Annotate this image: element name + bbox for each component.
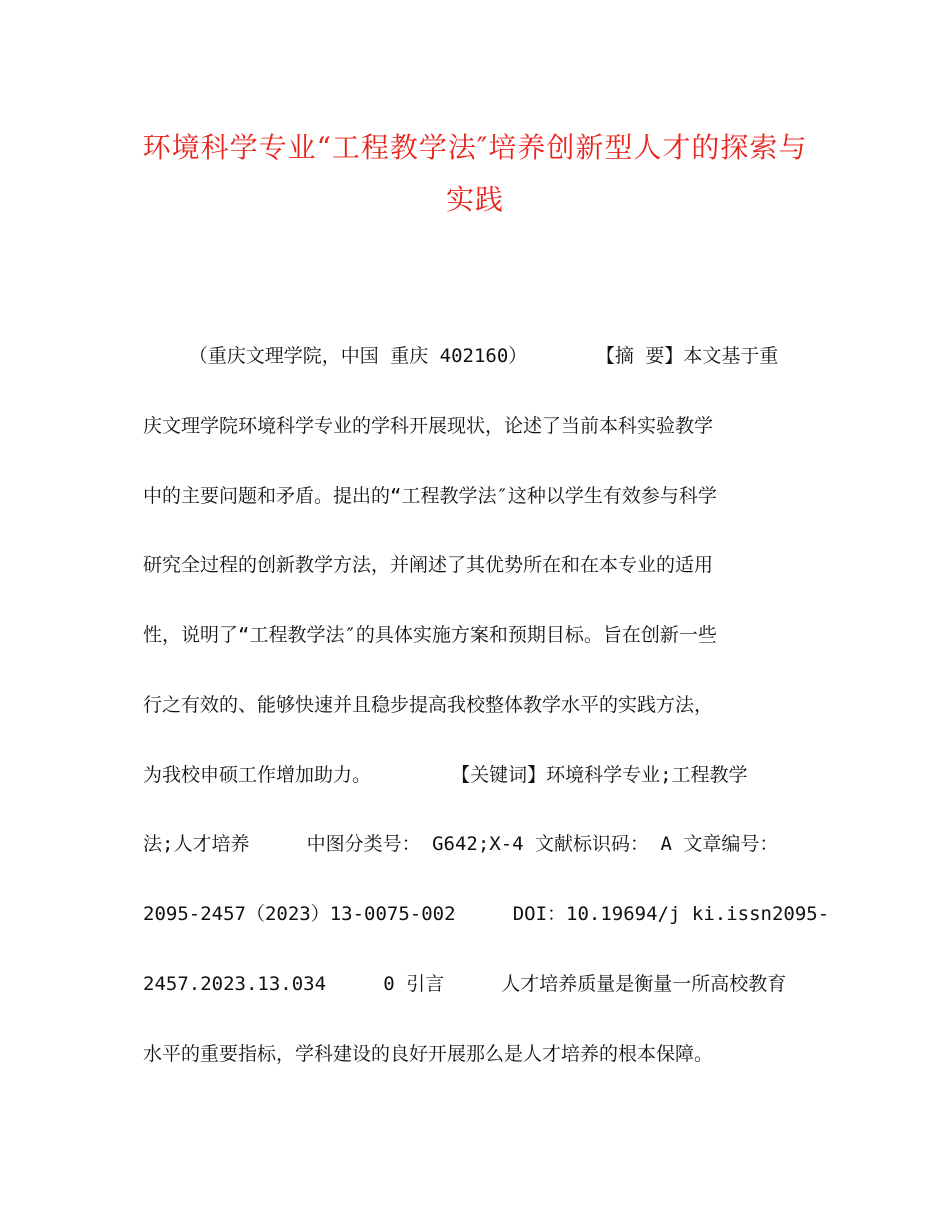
body-line-4: 研究全过程的创新教学方法，并阐述了其优势所在和在本专业的适用 <box>143 554 714 576</box>
body-line-7: 为我校申硕工作增加助力。 【关键词】环境科学专业;工程教学 <box>143 764 748 786</box>
body-line-8: 法;人才培养 中图分类号： G642;X-4 文献标识码： A 文章编号： <box>143 833 779 855</box>
body-line-3: 中的主要问题和矛盾。提出的“工程教学法″这种以学生有效参与科学 <box>143 485 717 507</box>
body-line-5: 性，说明了“工程教学法″的具体实施方案和预期目标。旨在创新一些 <box>143 624 717 646</box>
body-line-2: 庆文理学院环境科学专业的学科开展现状，论述了当前本科实验教学 <box>143 415 714 437</box>
body-line-9: 2095-2457（2023）13-0075-002 DOI：10.19694/j ki.issn2095- <box>143 903 830 925</box>
body-line-1: （重庆文理学院，中国 重庆 402160） 【摘 要】本文基于重 <box>143 345 779 367</box>
body-line-10: 2457.2023.13.034 0 引言 人才培养质量是衡量一所高校教育 <box>143 973 787 995</box>
body-line-6: 行之有效的、能够快速并且稳步提高我校整体教学水平的实践方法， <box>143 694 714 716</box>
body-line-11: 水平的重要指标，学科建设的良好开展那么是人才培养的根本保障。 <box>143 1043 714 1065</box>
document-title: 环境科学专业“工程教学法″培养创新型人才的探索与实践 <box>142 131 808 216</box>
